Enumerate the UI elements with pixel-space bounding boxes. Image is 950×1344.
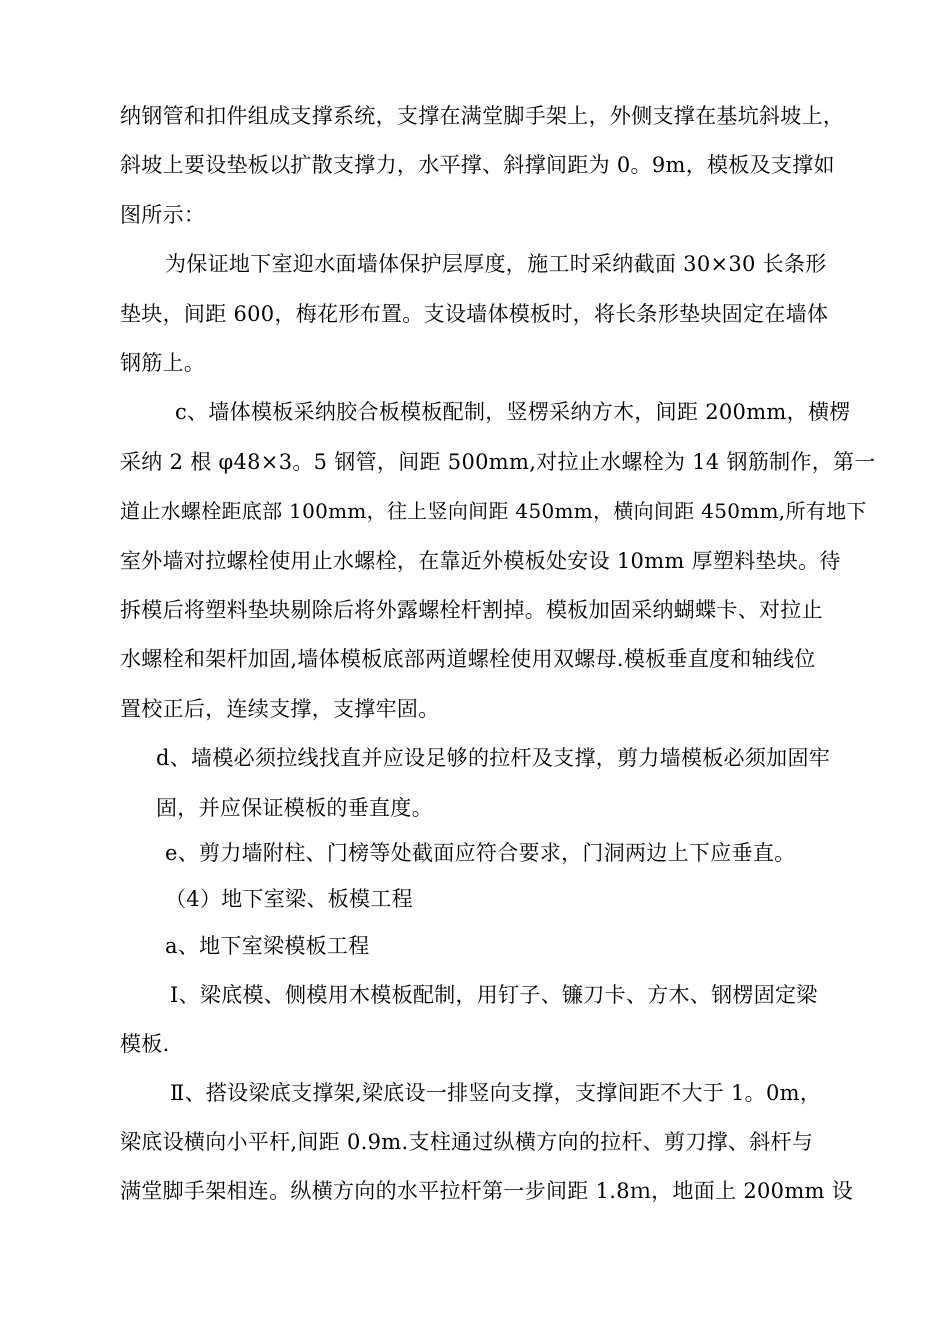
- text-line-20: 模板.: [120, 1032, 170, 1056]
- text-line-21: Ⅱ、搭设梁底支撑架,梁底设一排竖向支撑，支撑间距不大于 1。0m，: [170, 1081, 822, 1105]
- text-line-15: 固，并应保证模板的垂直度。: [156, 796, 433, 820]
- text-line-5: 垫块，间距 600，梅花形布置。支设墙体模板时，将长条形垫块固定在墙体: [120, 302, 829, 326]
- text-line-23: 满堂脚手架相连。纵横方向的水平拉杆第一步间距 1.8ｍ，地面上 200mm 设: [120, 1179, 854, 1203]
- text-line-12: 水螺栓和架杆加固,墙体模板底部两道螺栓使用双螺母.模板垂直度和轴线位: [120, 647, 816, 671]
- text-line-13: 置校正后，连续支撑，支撑牢固。: [120, 697, 440, 721]
- text-line-19: Ⅰ、梁底模、侧模用木模板配制，用钉子、镰刀卡、方木、钢楞固定梁: [170, 983, 818, 1007]
- text-line-22: 梁底设横向小平杆,间距 0.9m.支柱通过纵横方向的拉杆、剪刀撑、斜杆与: [120, 1130, 814, 1154]
- text-line-9: 道止水螺栓距底部 100mm，往上竖向间距 450mm，横向间距 450mm,所有地下: [120, 499, 867, 523]
- text-line-1: 纳钢管和扣件组成支撑系统，支撑在满堂脚手架上，外侧支撑在基坑斜坡上，: [120, 104, 845, 128]
- text-line-4: 为保证地下室迎水面墙体保护层厚度，施工时采纳截面 30×30 长条形: [165, 252, 827, 276]
- text-line-8: 采纳 2 根 φ48×3。5 钢管，间距 500mm,对拉止水螺栓为 14 钢筋制作，第一: [120, 450, 876, 474]
- text-line-2: 斜坡上要设垫板以扩散支撑力，水平撑、斜撑间距为 0。9m，模板及支撑如: [120, 153, 835, 177]
- text-line-7: c、墙体模板采纳胶合板模板配制，竖楞采纳方木，间距 200mm，横楞: [175, 400, 851, 424]
- text-line-14: d、墙模必须拉线找直并应设足够的拉杆及支撑，剪力墙模板必须加固牢: [156, 746, 831, 770]
- text-line-10: 室外墙对拉螺栓使用止水螺栓，在靠近外模板处安设 10mm 厚塑料垫块。待: [120, 549, 841, 573]
- text-line-6: 钢筋上。: [120, 351, 206, 375]
- section-heading-4: （4）地下室梁、板模工程: [165, 887, 413, 911]
- text-line-3: 图所示：: [120, 203, 206, 227]
- subsection-heading-a: a、地下室梁模板工程: [165, 934, 370, 958]
- text-line-11: 拆模后将塑料垫块剔除后将外露螺栓杆割掉。模板加固采纳蝴蝶卡、对拉止: [120, 598, 823, 622]
- text-line-16: e、剪力墙附柱、门榜等处截面应符合要求，门洞两边上下应垂直。: [165, 841, 796, 865]
